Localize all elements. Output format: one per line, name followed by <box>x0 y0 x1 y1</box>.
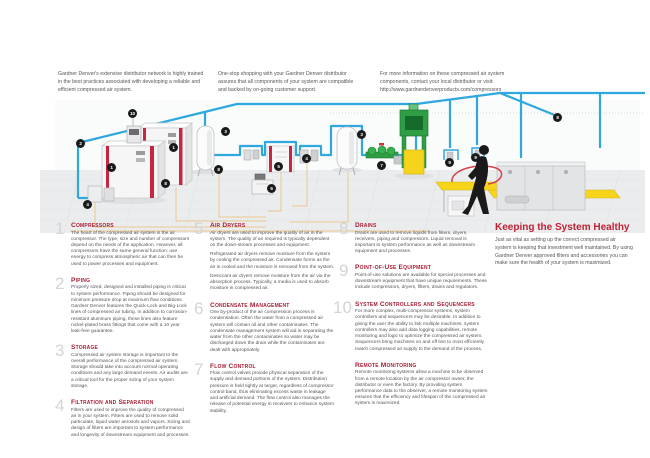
section-body: One by-product of the air compression process is condensation. Often the water from a compressed air system will contain oil and other contaminates. The condensate management system will aid in separating the water from the other contaminates so water may be discharged down the drain while the contaminates are dealt with appropriately. <box>210 310 334 353</box>
legend-column-3 <box>333 219 488 448</box>
section-title: Air Dryers <box>210 222 246 229</box>
legend-column-2 <box>194 219 335 448</box>
section-body: Properly sized, designed and installed piping is critical to system performance. Piping should be designed for minimum pressure drop at maximum flow conditions. Gardner Denver features the Quick-Lock and Big-Lock lines of compressed air tubing. In addition to corrosion-resistant aluminum piping, these lines also feature nickel-plated brass fittings that come with a 10 year leak-free guarantee. <box>71 285 188 335</box>
website-url[interactable]: http://www.gardnerdenverproducts.com/compressors <box>380 87 502 94</box>
section-body: Refrigerated air dryers remove moisture from the system by cooling the compressed air. Condensate forms as the air is cooled and the moisture is removed from the system. <box>210 252 335 270</box>
section-title: Flow Control <box>210 362 256 370</box>
section-air-dryers <box>194 219 335 296</box>
section-compressors <box>55 219 190 271</box>
section-number: 6 <box>194 298 204 318</box>
section-number: 7 <box>194 359 204 379</box>
diagram-marker-compressor-1: 1 <box>107 163 116 172</box>
section-piping <box>55 273 190 338</box>
section-number: 2 <box>55 273 65 293</box>
diagram-marker-controller: 10 <box>128 109 137 118</box>
section-number: 3 <box>55 341 65 361</box>
section-body: Compressed air system storage is important to the overall performance of the compressed air system. Storage should take into account normal operating conditions and any large demand events. Air audits are a critical tool for the proper sizing of your system storage. <box>71 352 188 389</box>
diagram-marker-point-of-use-2: 9 <box>471 153 480 162</box>
diagram-marker-compressor-2: 1 <box>169 143 178 152</box>
section-title: Filtration and Separation <box>71 399 154 407</box>
section-title: Storage <box>71 344 99 352</box>
diagram-marker-point-of-use-1: 9 <box>445 158 454 167</box>
section-number: 8 <box>339 219 349 238</box>
intro-more-info-text: For more information on these compressed air system components, contact your local distributor or visit: <box>380 71 505 86</box>
section-point-of-use <box>339 261 488 294</box>
section-condensate <box>194 298 335 357</box>
diagram-marker-dryer: 5 <box>274 162 283 171</box>
section-title: System Controllers and Sequencers <box>355 300 475 308</box>
section-body: Flow control valves provide physical separation of the supply and demand portions of the system. Distribution pressure is held tightly at target, regardless of compressor control band, thus eliminating excess waste in leakage and artificial demand. The flow control also manages the release of potential energy in receivers to enhance system stability. <box>210 371 334 414</box>
legend-column-1 <box>55 219 190 448</box>
section-body: Drains are used to remove liquids from filters, dryers, receivers, piping and compressors. Liquid removal is important to system performance as well as downstream equipment and processes. <box>355 230 475 255</box>
section-remote-monitoring <box>342 362 488 411</box>
section-title: Drains <box>355 222 377 229</box>
section-number: 9 <box>339 261 349 281</box>
section-filtration <box>55 396 190 442</box>
healthy-title: Keeping the System Healthy <box>495 222 630 233</box>
section-body: The heart of the compressed air system is the air compressor. The type, size and number of compressors depend on the needs of the application. However, all compressors have the same general function: use energy to compress atmospheric air that can then be used to power processes and equipment. <box>71 230 190 267</box>
section-drains <box>339 219 488 258</box>
section-number: 1 <box>55 219 65 238</box>
section-title: Condensate Management <box>210 301 290 309</box>
section-body: Desiccant air dryers remove moisture from the air via the absorption process. Typically, a media is used to absorb moisture in compressed air. <box>210 273 331 292</box>
section-title: Compressors <box>71 222 114 229</box>
diagram-marker-drain-tank: 8 <box>214 165 223 174</box>
diagram-marker-condensate: 6 <box>267 184 276 193</box>
section-body: Remote monitoring systems allow a machine to be observed from a remote location by the air compressor owner, the distributor or even the factory. By providing system performance data to the observer, a remote monitoring system ensures that the efficiency and lifespan of the compressed air system is maximized. <box>355 370 488 407</box>
section-title: Point-of-Use Equipment <box>355 264 432 272</box>
diagram-marker-filter-inline: 4 <box>302 154 311 163</box>
section-title: Remote Monitoring <box>355 361 417 369</box>
section-number: 5 <box>194 219 204 238</box>
healthy-body: Just as vital as setting up the correct compressed air system is keeping that investment well maintained. By using Gardner Denver approved filters and accessories you can make sure the health of your system is maximized. <box>495 237 633 267</box>
diagram-marker-piping: 2 <box>76 139 85 148</box>
section-body: For more complex, multi-compressor systems, system controllers and sequencers may be desirable. In addition to giving the user the ability to link multiple machines, system controllers may also add data logging capabilities, remote monitoring and logic to optimize the compressed air system. Sequencers bring machines on and off line to most efficiently match compressed air supply to the demand of the process. <box>355 309 485 352</box>
intro-distributor-network: Gardner Denver's extensive distributor network is highly trained in the best practices associated with developing a reliable and efficient compressed air system. <box>58 71 204 94</box>
section-flow-control <box>194 359 335 418</box>
section-number: 10 <box>333 297 352 317</box>
section-title: Piping <box>71 276 91 284</box>
section-body: Point-of-use solutions are available for special processes and downstream equipment that have unique requirements. These include compressors, dryers, filters, drains and regulators. <box>355 272 487 291</box>
diagram-marker-filter-wall: 4 <box>83 200 92 209</box>
diagram-marker-storage-2: 3 <box>357 130 366 139</box>
section-number: 4 <box>55 396 65 416</box>
legend-columns <box>55 219 634 448</box>
intro-one-stop: One-stop shopping with your Gardner Denver distributor assures that all components of your system are compatible and backed by on-going customer support. <box>218 71 354 94</box>
diagram-marker-drain-top: 8 <box>553 113 562 122</box>
diagram-marker-drain-compressor: 8 <box>161 179 170 188</box>
section-controllers <box>333 297 488 356</box>
legend-column-healthy <box>495 222 633 448</box>
section-storage <box>55 341 190 393</box>
diagram-marker-storage-1: 3 <box>221 127 230 136</box>
section-body: Air dryers are used to improve the quality of air in the system. The quality of air required is typically dependent on the down-stream processes and equipment. <box>210 230 330 248</box>
diagram-marker-flow-control: 7 <box>377 161 386 170</box>
wall-filter-units <box>88 186 114 202</box>
section-body: Filters are used to improve the quality of compressed air in your system. Filters are used to remove solid particulate, liquid water aerosols and vapors. Sizing and design of filters are important to system performance and longevity of downstream equipment and processes. <box>71 407 190 438</box>
